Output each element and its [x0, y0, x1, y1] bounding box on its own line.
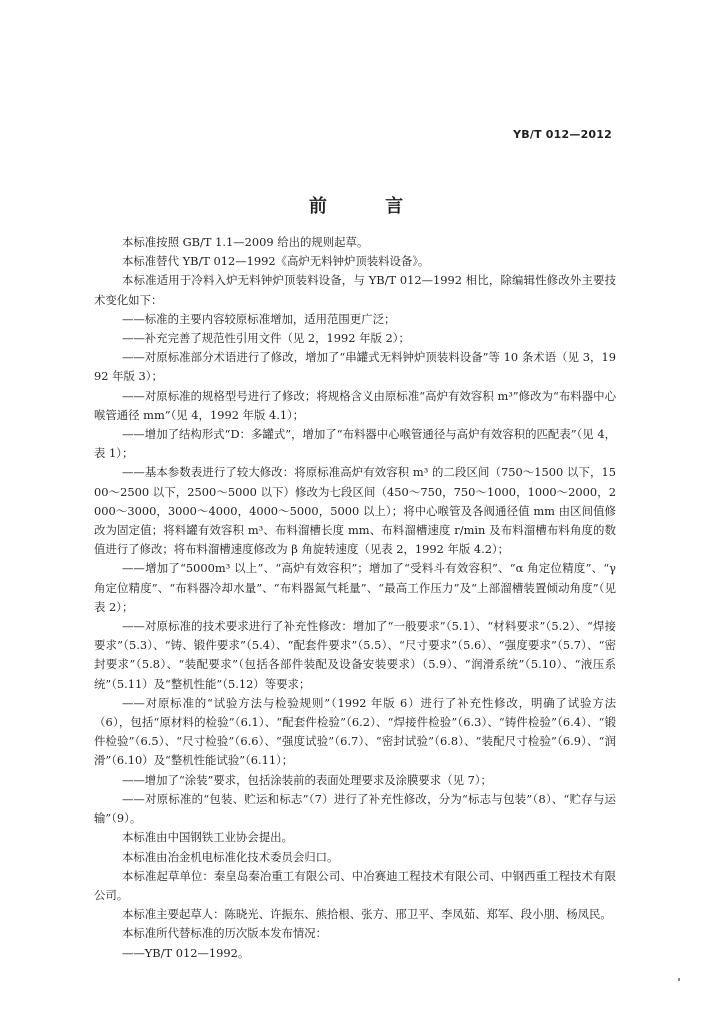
foreword-body: [94, 233, 616, 963]
list-item: ——对原标准的“试验方法与检验规则”（1992 年版 6）进行了补充性修改，明确了试验方法（6），包括“原材料的检验”（6.1）、“配套件检验”（6.2）、“焊接件检验”（6.3）、“铸件检验”（6.4）、“锻件检验”（6.5）、“尺寸检验”（6.6）、“强度试验”（6.7）、“密封试验”（6.8）、“装配尺寸检验”（6.9）、“润滑”（6.10）及“整机性能试验”（6.11）；: [94, 695, 616, 768]
paragraph: 本标准所代替标准的历次版本发布情况：: [122, 926, 328, 941]
paragraph: 本标准适用于冷料入炉无料钟炉顶装料设备，与 YB/T 012—1992 相比，除编辑性修改外主要技术变化如下：: [94, 273, 616, 307]
paragraph: 本标准按照 GB/T 1.1—2009 给出的规则起草。: [122, 235, 369, 249]
paragraph: 本标准替代 YB/T 012—1992《高炉无料钟炉顶装料设备》。: [122, 254, 430, 269]
paragraph: 本标准由中国钢铁工业协会提出。: [122, 830, 293, 845]
list-item: ——YB/T 012—1992。: [122, 945, 250, 960]
document-code: YB/T 012—2012: [513, 128, 612, 141]
list-item: ——增加了结构形式“D：多罐式”，增加了“布料器中心喉管通径与高炉有效容积的匹配表”（见 4，表 1）；: [94, 427, 616, 461]
scan-speck: [678, 978, 680, 981]
paragraph: 本标准起草单位：秦皇岛秦冶重工有限公司、中冶赛迪工程技术有限公司、中钢西重工程技术有限公司。: [94, 868, 616, 902]
page-title: 前 言: [308, 196, 430, 217]
list-item: ——增加了“5000m³ 以上”、“高炉有效容积”；增加了“受料斗有效容积”、“α 角定位精度”、“γ 角定位精度”、“布料器冷却水量”、“布料器氮气耗量”、“最高工作压力”及“上部溜槽装置倾动角度”（见表 2）；: [94, 561, 616, 614]
list-item: ——基本参数表进行了较大修改：将原标准高炉有效容积 m³ 的二段区间（750～1500 以下，1500～2500 以下，2500～5000 以下）修改为七段区间（450～750，750～1000，1000～2000，2000～3000，3000～4000，4000～5000，5000 以上）；将中心喉管及各阀通径值 mm 由区间值修改为固定值；将料罐有效容积 m³、布料溜槽长度 mm、布料溜槽速度 r/min 及布料溜槽布料角度的数值进行了修改；将布料溜槽速度修改为 β 角旋转速度（见表 2，1992 年版 4.2）；: [94, 465, 616, 557]
list-item: ——增加了“涂装”要求，包括涂装前的表面处理要求及涂膜要求（见 7）；: [122, 772, 492, 787]
list-item: ——对原标准的技术要求进行了补充性修改：增加了“一般要求”（5.1）、“材料要求”（5.2）、“焊接要求”（5.3）、“铸、锻件要求”（5.4）、“配套件要求”（5.5）、“尺寸要求”（5.6）、“强度要求”（5.7）、“密封要求”（5.8）、“装配要求”（包括各部件装配及设备安装要求）（5.9）、“润滑系统”（5.10）、“液压系统”（5.11）及“整机性能”（5.12）等要求；: [94, 619, 616, 691]
list-item: ——标准的主要内容较原标准增加，适用范围更广泛；: [122, 311, 396, 326]
list-item: ——对原标准部分术语进行了修改，增加了“串罐式无料钟炉顶装料设备”等 10 条术语（见 3，1992 年版 3）；: [94, 350, 616, 384]
paragraph: 本标准主要起草人：陈晓光、许振东、熊拾根、张方、邢卫平、李凤茹、郑军、段小朋、杨凤民。: [122, 907, 612, 922]
list-item: ——对原标准的规格型号进行了修改；将规格含义由原标准“高炉有效容积 m³”修改为“布料器中心喉管通径 mm”（见 4，1992 年版 4.1）；: [94, 388, 616, 422]
paragraph: 本标准由冶金机电标准化技术委员会归口。: [122, 849, 339, 864]
list-item: ——补充完善了规范性引用文件（见 2，1992 年版 2）；: [122, 331, 410, 346]
list-item: ——对原标准的“包装、贮运和标志”（7）进行了补充性修改，分为“标志与包装”（8）、“贮存与运输”（9）。: [94, 791, 616, 826]
